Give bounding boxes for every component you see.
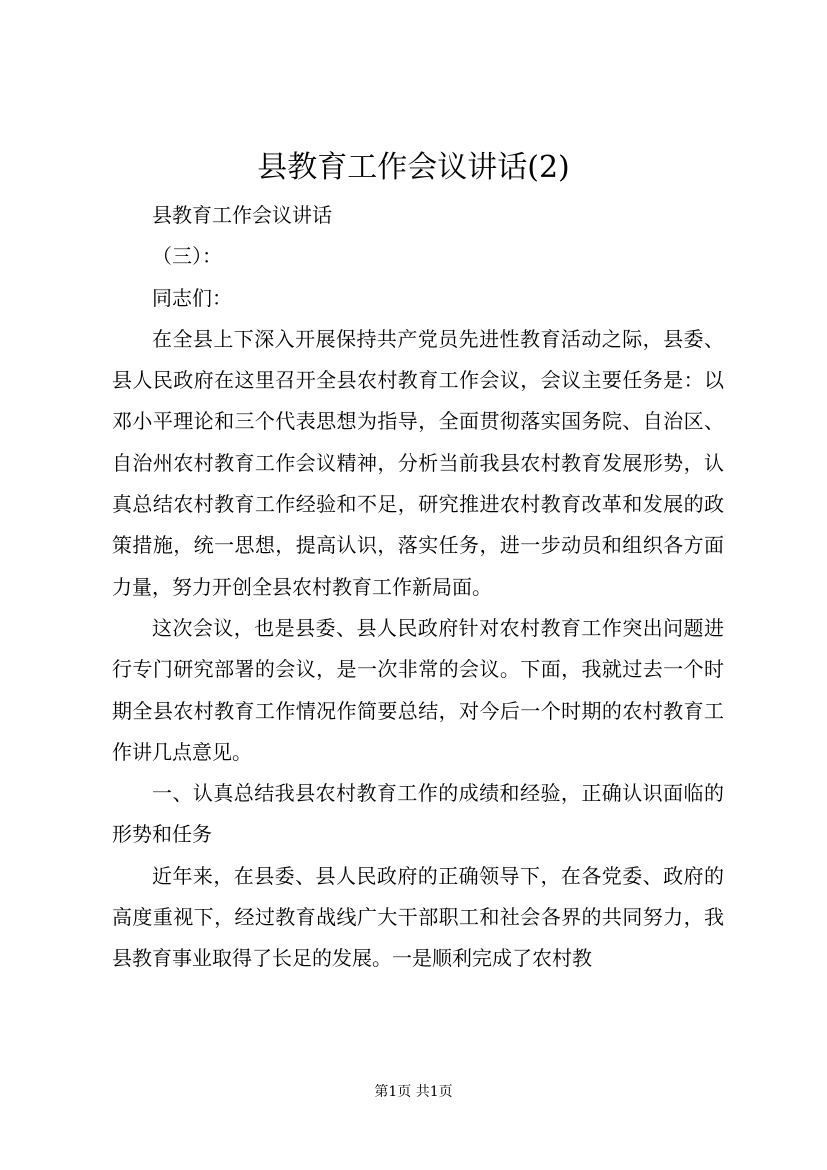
body-paragraph: 在全县上下深入开展保持共产党员先进性教育活动之际，县委、县人民政府在这里召开全县农村教育工作会议，会议主要任务是：以邓小平理论和三个代表思想为指导，全面贯彻落实国务院、自治区、自治州农村教育工作会议精神，分析当前我县农村教育发展形势，认真总结农村教育工作经验和不足，研究推进农村教育改革和发展的政策措施，统一思想，提高认识，落实任务，进一步动员和组织各方面力量，努力开创全县农村教育工作新局面。 bbox=[112, 326, 724, 599]
page-footer: 第1页 共1页 bbox=[374, 1084, 453, 1100]
document-title: 县教育工作会议讲话(2) bbox=[257, 150, 570, 185]
document-body bbox=[112, 195, 724, 980]
section-heading-paragraph: 一、认真总结我县农村教育工作的成绩和经验，正确认识面临的形势和任务 bbox=[112, 781, 724, 847]
body-paragraph: 这次会议，也是县委、县人民政府针对农村教育工作突出问题进行专门研究部署的会议，是一次非常的会议。下面，我就过去一个时期全县农村教育工作情况作简要总结，对今后一个时期的农村教育工作讲几点意见。 bbox=[112, 615, 724, 764]
body-paragraph: 近年来，在县委、县人民政府的正确领导下，在各党委、政府的高度重视下，经过教育战线广大干部职工和社会各界的共同努力，我县教育事业取得了长足的发展。一是顺利完成了农村教 bbox=[112, 863, 724, 971]
section-number-paragraph: （三）： bbox=[152, 244, 222, 269]
salutation-paragraph: 同志们： bbox=[152, 285, 232, 310]
subtitle-paragraph: 县教育工作会议讲话 bbox=[152, 203, 332, 227]
